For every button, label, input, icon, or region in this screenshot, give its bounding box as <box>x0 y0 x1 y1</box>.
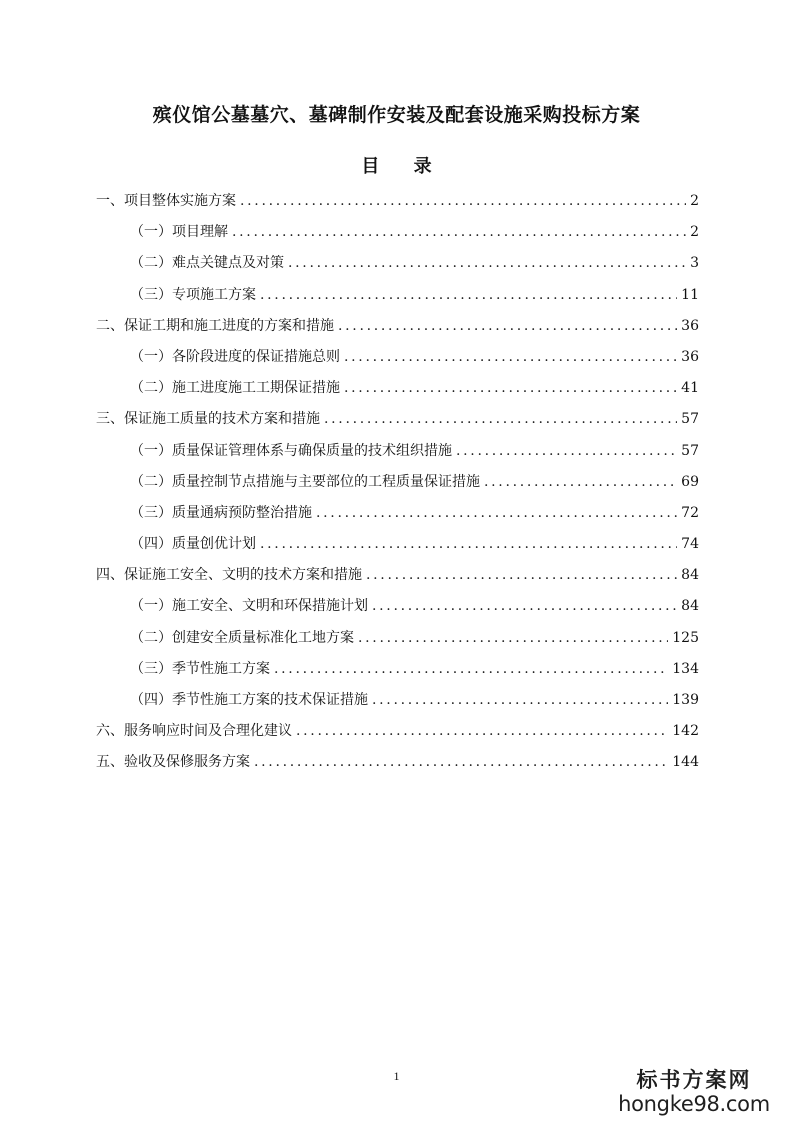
toc-dot-leader <box>484 467 677 498</box>
toc-entry-label: （一）施工安全、文明和环保措施计划 <box>130 598 368 615</box>
toc-dot-leader <box>456 436 677 467</box>
toc-entry[interactable] <box>96 248 699 279</box>
toc-entry-page: 2 <box>690 193 699 209</box>
watermark-logo <box>609 1068 779 1116</box>
toc-entry-label: （三）季节性施工方案 <box>130 660 270 677</box>
toc-entry-page: 142 <box>672 723 699 740</box>
toc-entry-page: 144 <box>672 754 699 771</box>
toc-entry[interactable] <box>96 685 699 716</box>
toc-entry[interactable] <box>96 529 699 560</box>
toc-entry-label: （三）专项施工方案 <box>130 286 256 303</box>
toc-entry-page: 84 <box>681 598 699 615</box>
toc-entry[interactable] <box>96 217 699 248</box>
toc-entry-page: 84 <box>681 567 699 584</box>
toc-entry-label: （二）创建安全质量标准化工地方案 <box>130 629 354 646</box>
toc-entry[interactable] <box>96 747 699 778</box>
toc-entry-label: 二、保证工期和施工进度的方案和措施 <box>96 317 334 334</box>
toc-entry-page: 125 <box>672 629 699 646</box>
toc-dot-leader <box>316 498 677 529</box>
toc-entry[interactable] <box>96 623 699 654</box>
toc-entry-label: （一）质量保证管理体系与确保质量的技术组织措施 <box>130 442 452 459</box>
toc-entry[interactable] <box>96 342 699 373</box>
toc-dot-leader <box>296 716 668 747</box>
toc-entry-label: （四）质量创优计划 <box>130 536 256 553</box>
toc-entry-label: （二）难点关键点及对策 <box>130 255 284 272</box>
toc-entry-page: 69 <box>681 473 699 490</box>
toc-entry[interactable] <box>96 560 699 591</box>
toc-entry[interactable] <box>96 280 699 311</box>
toc-entry[interactable] <box>96 716 699 747</box>
toc-entry[interactable] <box>96 467 699 498</box>
toc-entry-label: 一、项目整体实施方案 <box>96 193 236 209</box>
toc-dot-leader <box>372 591 677 622</box>
table-of-contents <box>96 186 699 779</box>
toc-entry[interactable] <box>96 311 699 342</box>
toc-dot-leader <box>366 560 677 591</box>
toc-dot-leader <box>324 404 677 435</box>
toc-entry[interactable] <box>96 436 699 467</box>
toc-entry-label: 四、保证施工安全、文明的技术方案和措施 <box>96 567 362 584</box>
toc-heading: 目 录 <box>361 156 446 177</box>
toc-entry[interactable] <box>96 373 699 404</box>
toc-dot-leader <box>338 311 677 342</box>
toc-entry[interactable] <box>96 591 699 622</box>
toc-entry-page: 72 <box>681 504 699 521</box>
toc-dot-leader <box>288 248 686 279</box>
toc-entry-label: （四）季节性施工方案的技术保证措施 <box>130 692 368 708</box>
toc-entry[interactable] <box>96 186 699 217</box>
toc-entry-page: 3 <box>690 255 699 272</box>
toc-entry-label: 六、服务响应时间及合理化建议 <box>96 723 292 740</box>
toc-entry-page: 36 <box>681 348 699 365</box>
toc-dot-leader <box>358 623 668 654</box>
toc-dot-leader <box>260 529 677 560</box>
toc-dot-leader <box>344 373 677 404</box>
watermark-name: 标书方案网 <box>636 1067 752 1092</box>
document-title: 殡仪馆公墓墓穴、墓碑制作安装及配套设施采购投标方案 <box>152 104 641 126</box>
toc-entry-page: 11 <box>681 286 699 303</box>
toc-entry-page: 57 <box>681 442 699 459</box>
toc-entry-page: 41 <box>681 380 699 397</box>
toc-dot-leader <box>344 342 677 373</box>
page-number: 1 <box>393 1069 400 1083</box>
toc-entry-label: （一）各阶段进度的保证措施总则 <box>130 348 340 365</box>
toc-entry-page: 36 <box>681 317 699 334</box>
toc-entry-label: 五、验收及保修服务方案 <box>96 754 250 771</box>
toc-entry[interactable] <box>96 404 699 435</box>
watermark-url: hongke98.com <box>618 1092 770 1116</box>
toc-entry-page: 139 <box>672 692 699 708</box>
toc-entry-page: 74 <box>681 536 699 553</box>
toc-dot-leader <box>254 747 668 778</box>
toc-dot-leader <box>240 186 686 217</box>
toc-entry-page: 2 <box>690 224 699 241</box>
toc-entry-label: （二）质量控制节点措施与主要部位的工程质量保证措施 <box>130 473 480 490</box>
toc-entry-label: （一）项目理解 <box>130 224 228 241</box>
toc-entry-label: 三、保证施工质量的技术方案和措施 <box>96 411 320 428</box>
toc-entry[interactable] <box>96 498 699 529</box>
toc-dot-leader <box>260 280 677 311</box>
toc-dot-leader <box>372 685 668 716</box>
toc-entry-label: （二）施工进度施工工期保证措施 <box>130 380 340 397</box>
toc-entry[interactable] <box>96 654 699 685</box>
toc-dot-leader <box>232 217 686 248</box>
toc-entry-page: 57 <box>681 411 699 428</box>
toc-entry-page: 134 <box>672 660 699 677</box>
toc-entry-label: （三）质量通病预防整治措施 <box>130 504 312 521</box>
toc-dot-leader <box>274 654 668 685</box>
